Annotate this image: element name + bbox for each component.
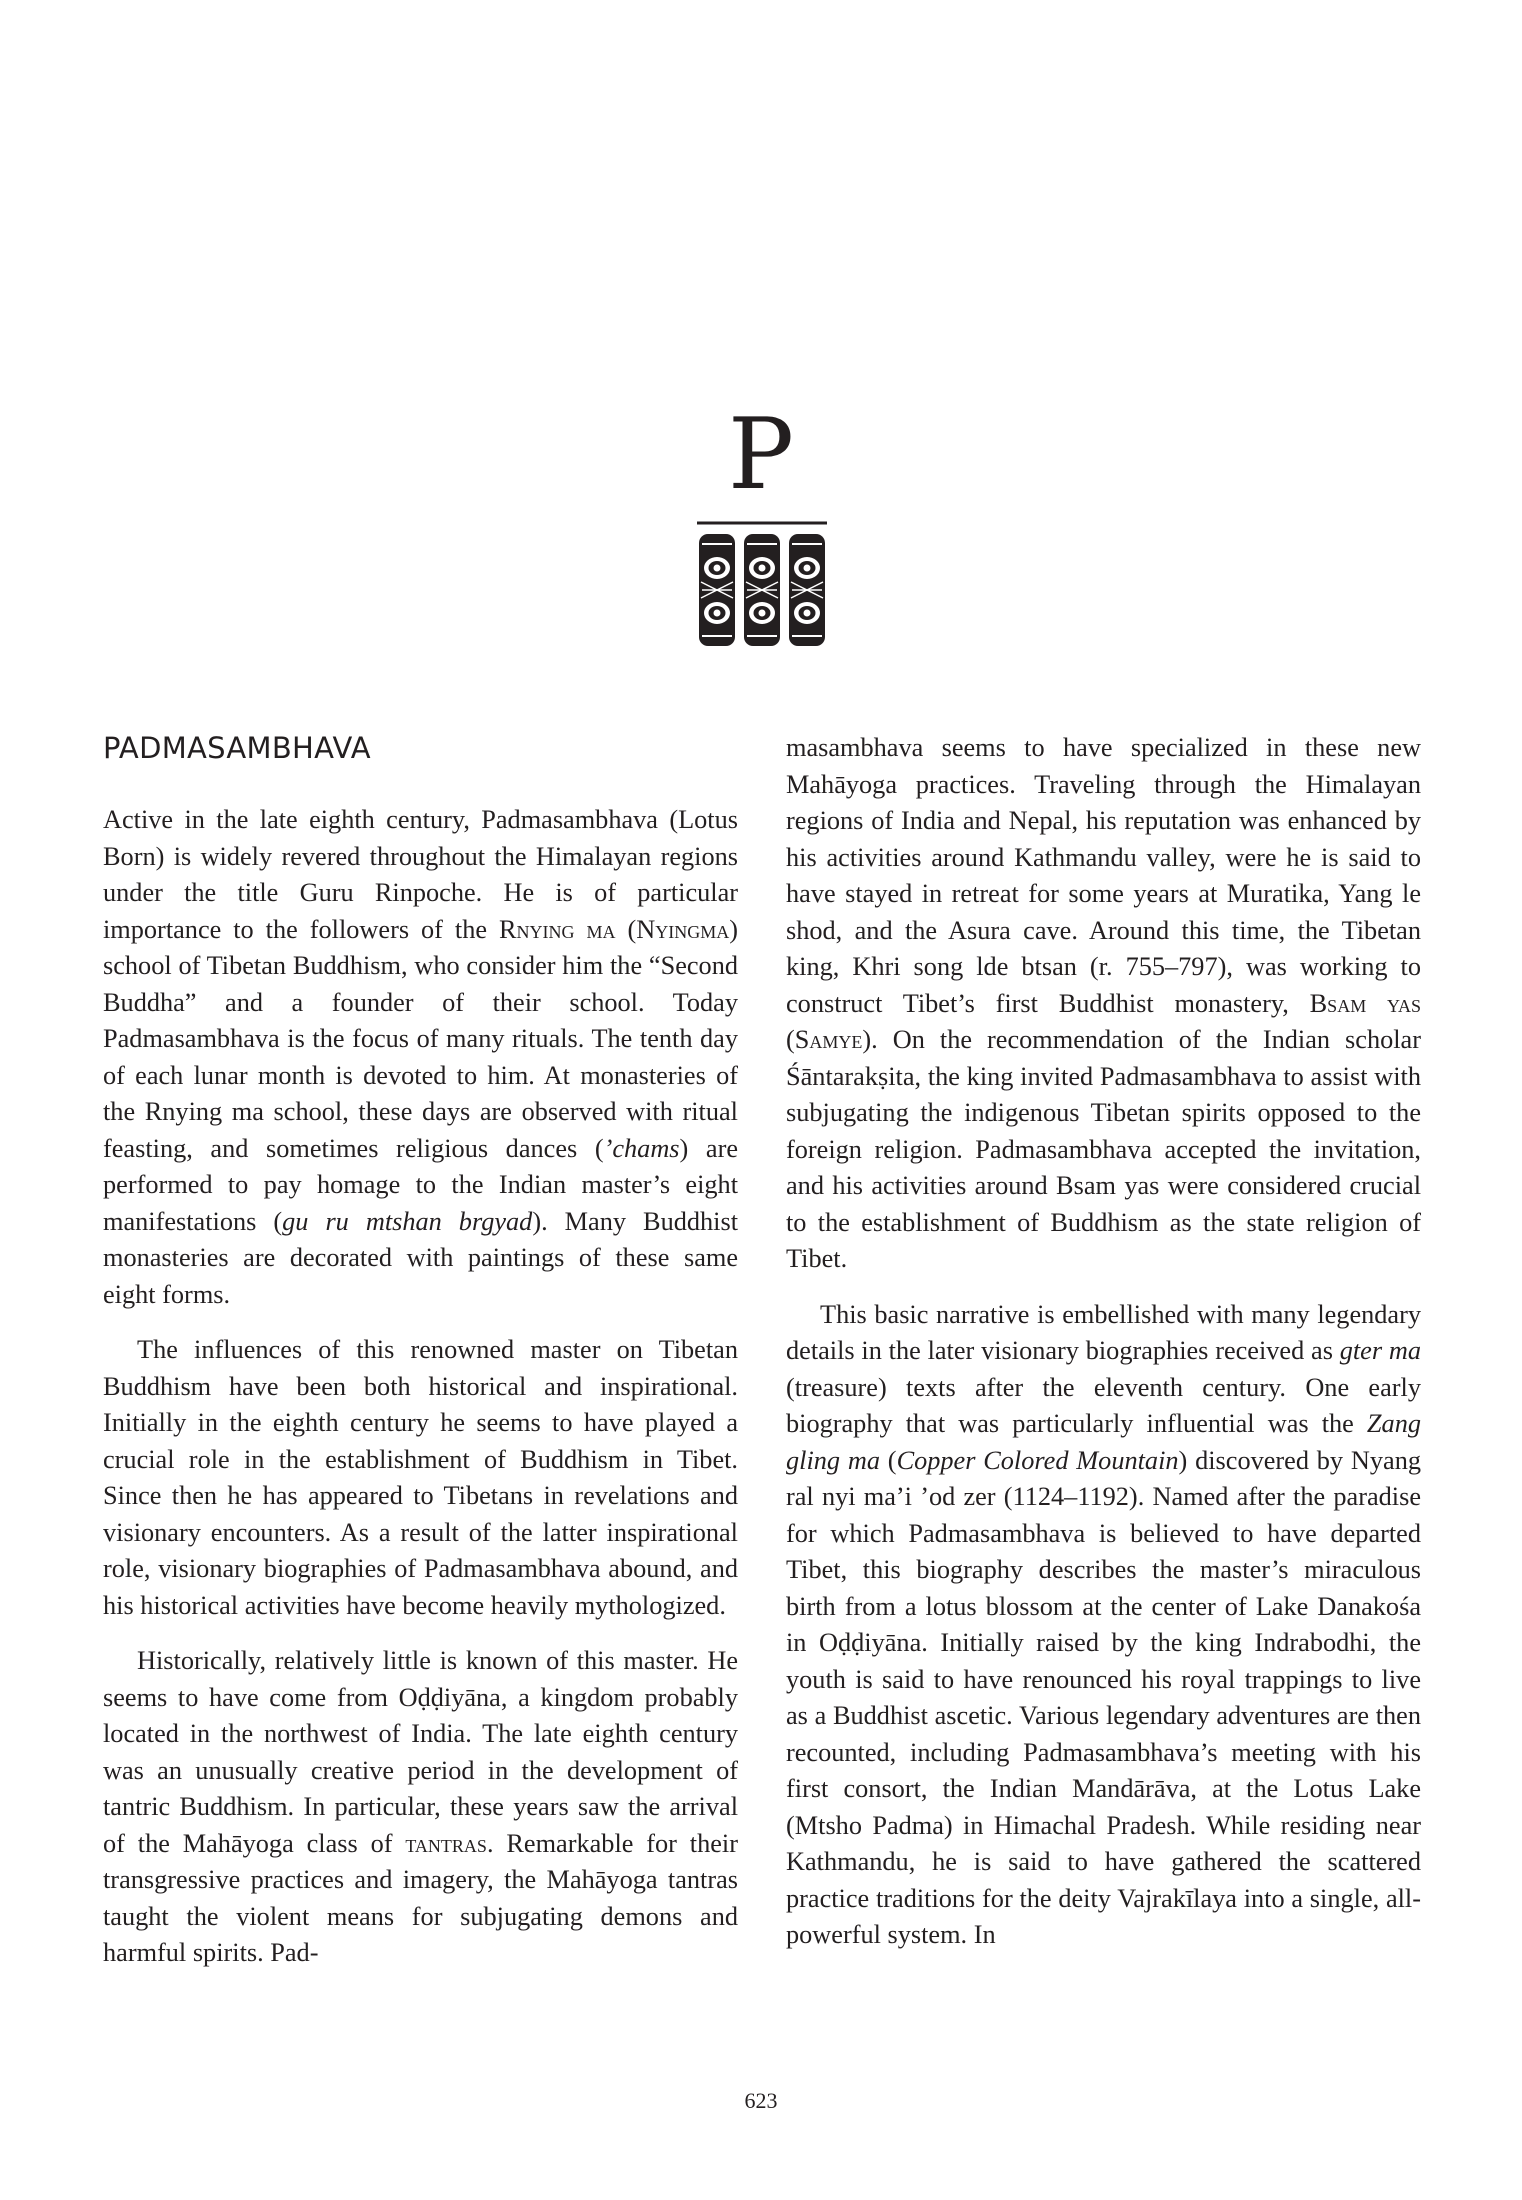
paragraph: masambhava seems to have specialized in these new Mahāyoga practices. Traveling through the Himalayan regions of India and Nepal, his reputation was enhanced by his activities around Kathmandu valley, were he is said to have stayed in retreat for some years at Muratika, Yang le shod, and the Asura cave. Around this time, the Tibetan king, Khri song lde btsan (r. 755–797), was working to construct Tibet’s first Buddhist monastery, Bsam yas (Samye). On the recommendation of the Indian scholar Śāntarakṣita, the king invited Padmasambhava to assist with subjugating the indigenous Tibetan spirits opposed to the foreign religion. Padmasambhava accepted the invitation, and his activities around Bsam yas were considered crucial to the establishment of Buddhism as the state religion of Tibet. xyxy=(786,733,1421,1273)
cross-reference-tantras: tantras xyxy=(405,1828,487,1858)
cross-reference-samye: Samye xyxy=(794,1025,863,1054)
dzi-beads-ornament-icon xyxy=(695,520,829,650)
right-column xyxy=(786,730,1421,1954)
paragraph: Active in the late eighth century, Padmasambhava (Lotus Born) is widely revered throughout the Himalayan regions under the title Guru Rinpoche. He is of particular importance to the followers of the Rnying ma (Nyingma) school of Tibetan Buddhism, who consider him the “Second Buddha” and a founder of their school. Today Padmasambhava is the focus of many rituals. The tenth day of each lunar month is devoted to him. At monasteries of the Rnying ma school, these days are observed with ritual feasting, and sometimes religious dances (’chams) are performed to pay homage to the Indian master’s eight manifestations (gu ru mtshan brgyad). Many Buddhist monasteries are decorated with paintings of these same eight forms. xyxy=(103,805,739,1309)
left-column xyxy=(103,730,738,1972)
cross-reference-bsam-yas: Bsam yas xyxy=(1309,988,1421,1018)
cross-reference-nyingma: Nyingma xyxy=(636,914,730,944)
entry-title: PADMASAMBHAVA xyxy=(103,731,371,765)
section-letter: P xyxy=(728,398,794,512)
paragraph: This basic narrative is embellished with many legendary details in the later visionary biographies received as gter ma (treasure) texts after the eleventh century. One early biography that was particularly influential was the Zang gling ma (Copper Colored Mountain) discovered by Nyang ral nyi ma’i ’od zer (1124–1192). Named after the paradise for which Padmasambhava is believed to have departed Tibet, this biography describes the master’s miraculous birth from a lotus blossom at the center of Lake Danakośa in Oḍḍiyāna. Initially raised by the king Indrabodhi, the youth is said to have renounced his royal trappings to live as a Buddhist ascetic. Various legendary adventures are then recounted, including Padmasambhava’s meeting with his first consort, the Indian Mandārāva, at the Lotus Lake (Mtsho Padma) in Himachal Pradesh. While residing near Kathmandu, he is said to have gathered the scattered practice traditions for the deity Vajrakīlaya into a single, all-powerful system. In xyxy=(786,1299,1422,1949)
cross-reference-rnying-ma: Rnying ma xyxy=(499,914,616,944)
paragraph: Historically, relatively little is known of this master. He seems to have come from Oḍḍiyāna, a kingdom probably located in the northwest of India. The late eighth century was an unusually creative period in the development of tantric Buddhism. In particular, these years saw the arrival of the Mahāyoga class of tantras. Remarkable for their transgressive practices and imagery, the Mahāyoga tantras taught the violent means for subjugating demons and harmful spirits. Pad- xyxy=(103,1646,738,1967)
page-number: 623 xyxy=(744,2088,778,2113)
paragraph: The influences of this renowned master on Tibetan Buddhism have been both historical and inspirational. Initially in the eighth century he seems to have played a crucial role in the establishment of Buddhism in Tibet. Since then he has appeared to Tibetans in revelations and visionary encounters. As a result of the latter inspirational role, visionary biographies of Padmasambhava abound, and his historical activities have become heavily mythologized. xyxy=(103,1335,738,1620)
